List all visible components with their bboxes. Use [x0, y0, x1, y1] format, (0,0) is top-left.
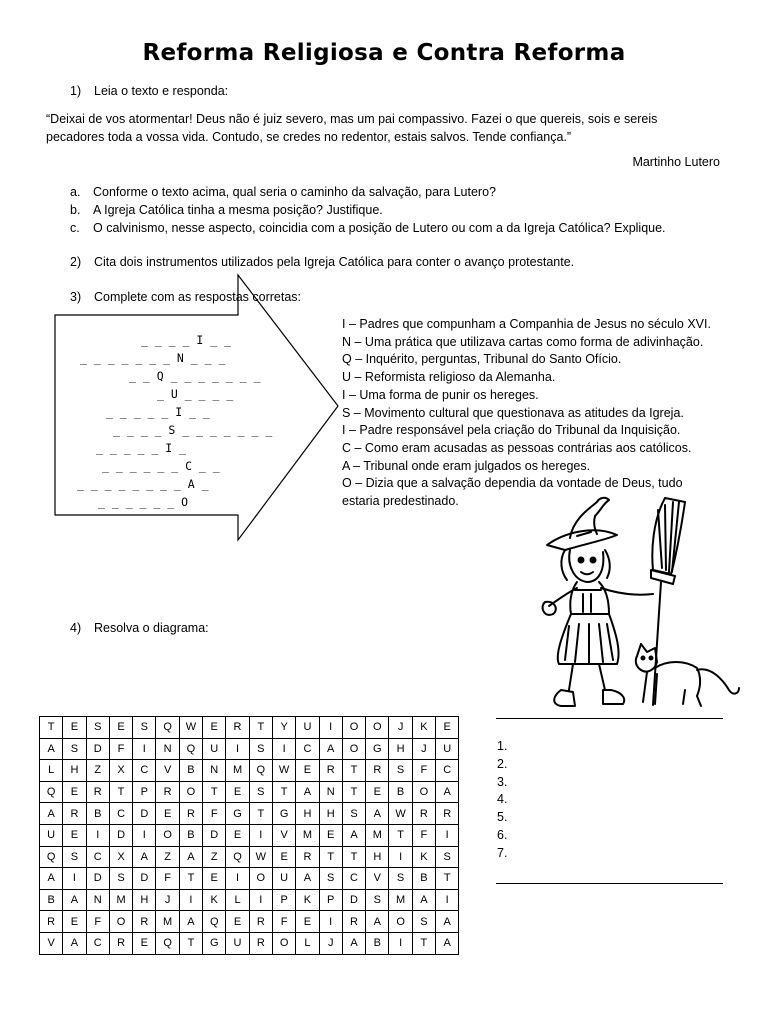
grid-cell: B [389, 781, 412, 803]
grid-cell: H [319, 803, 342, 825]
grid-row [40, 868, 459, 890]
grid-cell: A [436, 911, 459, 933]
grid-cell: O [109, 911, 132, 933]
grid-cell: T [179, 932, 202, 954]
grid-cell: R [342, 911, 365, 933]
grid-cell: S [436, 846, 459, 868]
answer-line: 6. [497, 827, 508, 842]
grid-cell: I [272, 738, 295, 760]
grid-cell: R [436, 803, 459, 825]
grid-cell: N [203, 760, 226, 782]
grid-cell: S [389, 760, 412, 782]
grid-cell: J [412, 738, 435, 760]
quote-line-1: “Deixai de vos atormentar! Deus não é juiz severo, mas um pai compassivo. Fazei o que quereis, sois e sereis [46, 112, 658, 126]
grid-cell: T [319, 846, 342, 868]
grid-cell: S [133, 717, 156, 739]
grid-cell: U [40, 824, 63, 846]
grid-cell: U [436, 738, 459, 760]
grid-cell: R [319, 760, 342, 782]
grid-cell: L [296, 932, 319, 954]
grid-cell: B [412, 868, 435, 890]
question-1-item-b: b. A Igreja Católica tinha a mesma posição? Justifique. [70, 203, 383, 217]
grid-cell: A [342, 824, 365, 846]
grid-cell: E [272, 846, 295, 868]
grid-cell: B [40, 889, 63, 911]
definition: estaria predestinado. [342, 494, 459, 509]
grid-cell: G [272, 803, 295, 825]
definition: C – Como eram acusadas as pessoas contrárias aos católicos. [342, 440, 692, 455]
question-1-item-c: c. O calvinismo, nesse aspecto, coincidia com a posição de Lutero ou com a da Igreja Católica? Explique. [70, 221, 666, 235]
grid-cell: O [389, 911, 412, 933]
grid-cell: T [40, 717, 63, 739]
grid-row [40, 717, 459, 739]
definition: Q – Inquérito, perguntas, Tribunal do Santo Ofício. [342, 352, 622, 367]
grid-cell: U [226, 932, 249, 954]
grid-cell: A [436, 932, 459, 954]
grid-cell: C [296, 738, 319, 760]
grid-cell: O [366, 717, 389, 739]
question-3-number: 3) [70, 290, 82, 304]
grid-cell: W [272, 760, 295, 782]
clue-5: _ _ _ _ _ I _ _ [106, 405, 210, 419]
grid-cell: F [156, 868, 179, 890]
grid-cell: Q [40, 781, 63, 803]
grid-cell: N [86, 889, 109, 911]
question-1-prompt: Leia o texto e responda: [94, 84, 229, 98]
grid-cell: R [249, 932, 272, 954]
grid-row [40, 738, 459, 760]
grid-cell: P [133, 781, 156, 803]
grid-cell: U [272, 868, 295, 890]
grid-row [40, 781, 459, 803]
grid-cell: D [86, 738, 109, 760]
grid-cell: H [63, 760, 86, 782]
grid-cell: I [389, 846, 412, 868]
grid-cell: E [156, 803, 179, 825]
grid-cell: Q [203, 911, 226, 933]
grid-cell: I [179, 889, 202, 911]
grid-cell: Z [156, 846, 179, 868]
grid-cell: R [179, 803, 202, 825]
grid-cell: I [249, 889, 272, 911]
grid-cell: N [319, 781, 342, 803]
grid-cell: V [40, 932, 63, 954]
grid-cell: T [342, 760, 365, 782]
grid-cell: S [389, 868, 412, 890]
grid-cell: Q [226, 846, 249, 868]
grid-cell: E [63, 824, 86, 846]
grid-cell: A [319, 738, 342, 760]
grid-cell: C [109, 803, 132, 825]
clue-1: _ _ _ _ I _ _ [141, 333, 232, 347]
definition: N – Uma prática que utilizava cartas como forma de adivinhação. [342, 334, 704, 349]
clue-7: _ _ _ _ _ I _ [96, 441, 187, 455]
grid-cell: E [203, 868, 226, 890]
grid-cell: V [272, 824, 295, 846]
grid-cell: E [203, 717, 226, 739]
grid-cell: G [203, 932, 226, 954]
grid-cell: S [366, 889, 389, 911]
grid-cell: T [272, 781, 295, 803]
grid-cell: I [389, 932, 412, 954]
grid-cell: S [109, 868, 132, 890]
question-2-number: 2) [70, 255, 82, 269]
grid-cell: H [389, 738, 412, 760]
grid-cell: G [226, 803, 249, 825]
grid-cell: B [179, 760, 202, 782]
grid-cell: V [366, 868, 389, 890]
page-title: Reforma Religiosa e Contra Reforma [142, 40, 626, 66]
answer-line: 5. [497, 810, 508, 825]
grid-cell: J [156, 889, 179, 911]
quote-line-2: pecadores toda a vossa vida. Contudo, se credes no redentor, estais salvos. Tende confiança.” [46, 130, 572, 144]
grid-cell: M [389, 889, 412, 911]
definitions-list [342, 316, 711, 511]
grid-cell: L [226, 889, 249, 911]
grid-cell: I [133, 738, 156, 760]
grid-cell: G [366, 738, 389, 760]
grid-cell: F [412, 760, 435, 782]
grid-cell: R [63, 803, 86, 825]
grid-cell: M [296, 824, 319, 846]
grid-cell: S [319, 868, 342, 890]
witch-illustration [525, 490, 750, 720]
grid-cell: C [342, 868, 365, 890]
grid-cell: A [366, 803, 389, 825]
grid-cell: I [133, 824, 156, 846]
grid-cell: M [366, 824, 389, 846]
grid-cell: M [156, 911, 179, 933]
grid-cell: S [342, 803, 365, 825]
grid-cell: I [226, 738, 249, 760]
grid-cell: F [109, 738, 132, 760]
grid-cell: I [226, 868, 249, 890]
grid-row [40, 803, 459, 825]
grid-cell: D [109, 824, 132, 846]
definition: U – Reformista religioso da Alemanha. [342, 370, 556, 385]
grid-cell: A [40, 868, 63, 890]
grid-cell: T [249, 717, 272, 739]
grid-cell: I [436, 824, 459, 846]
grid-cell: R [226, 717, 249, 739]
grid-cell: A [366, 911, 389, 933]
grid-cell: F [272, 911, 295, 933]
grid-cell: K [203, 889, 226, 911]
grid-cell: D [133, 803, 156, 825]
question-1-item-a: a. Conforme o texto acima, qual seria o caminho da salvação, para Lutero? [70, 185, 497, 199]
grid-cell: T [342, 846, 365, 868]
grid-cell: R [40, 911, 63, 933]
grid-cell: O [179, 781, 202, 803]
grid-cell: O [412, 781, 435, 803]
quote-author: Martinho Lutero [632, 155, 720, 169]
grid-cell: R [86, 781, 109, 803]
grid-cell: T [203, 781, 226, 803]
answer-line: 1. [497, 739, 508, 753]
grid-cell: D [203, 824, 226, 846]
word-search-grid [39, 716, 459, 955]
grid-cell: Z [203, 846, 226, 868]
grid-cell: E [319, 824, 342, 846]
grid-cell: H [366, 846, 389, 868]
grid-cell: E [226, 911, 249, 933]
grid-cell: A [40, 803, 63, 825]
grid-row [40, 889, 459, 911]
grid-cell: A [63, 932, 86, 954]
grid-cell: W [389, 803, 412, 825]
grid-cell: A [412, 889, 435, 911]
grid-row [40, 932, 459, 954]
grid-cell: Q [156, 717, 179, 739]
grid-cell: H [296, 803, 319, 825]
definition: I – Padre responsável pela criação do Tribunal da Inquisição. [342, 423, 681, 438]
grid-cell: H [133, 889, 156, 911]
grid-cell: E [63, 781, 86, 803]
grid-cell: W [179, 717, 202, 739]
clue-3: _ _ Q _ _ _ _ _ _ _ [129, 369, 261, 383]
grid-cell: V [156, 760, 179, 782]
grid-cell: J [389, 717, 412, 739]
grid-cell: E [63, 911, 86, 933]
grid-cell: S [249, 738, 272, 760]
grid-cell: R [412, 803, 435, 825]
grid-cell: N [156, 738, 179, 760]
grid-cell: S [412, 911, 435, 933]
grid-cell: E [63, 717, 86, 739]
grid-cell: I [86, 824, 109, 846]
grid-cell: E [226, 824, 249, 846]
question-1-number: 1) [70, 84, 82, 98]
grid-cell: K [296, 889, 319, 911]
grid-cell: A [40, 738, 63, 760]
grid-cell: O [156, 824, 179, 846]
definition: O – Dizia que a salvação dependia da vontade de Deus, tudo [342, 476, 683, 491]
grid-cell: E [226, 781, 249, 803]
grid-cell: K [412, 846, 435, 868]
grid-cell: D [342, 889, 365, 911]
grid-cell: O [272, 932, 295, 954]
grid-cell: M [109, 889, 132, 911]
grid-cell: S [249, 781, 272, 803]
grid-cell: O [342, 738, 365, 760]
clue-4: _ U _ _ _ _ [157, 387, 234, 401]
grid-cell: P [319, 889, 342, 911]
grid-cell: E [133, 932, 156, 954]
grid-cell: B [86, 803, 109, 825]
grid-cell: B [366, 932, 389, 954]
grid-cell: Q [179, 738, 202, 760]
grid-cell: I [436, 889, 459, 911]
grid-cell: R [296, 846, 319, 868]
grid-cell: A [179, 911, 202, 933]
grid-cell: X [109, 846, 132, 868]
question-2-prompt: Cita dois instrumentos utilizados pela Igreja Católica para conter o avanço protestante. [94, 255, 575, 269]
grid-cell: T [389, 824, 412, 846]
grid-cell: T [179, 868, 202, 890]
grid-cell: S [86, 717, 109, 739]
grid-cell: P [272, 889, 295, 911]
grid-cell: T [249, 803, 272, 825]
clue-10: _ _ _ _ _ _ O [98, 495, 189, 509]
question-3-prompt: Complete com as respostas corretas: [94, 290, 302, 304]
definition: S – Movimento cultural que questionava as atitudes da Igreja. [342, 405, 684, 420]
grid-cell: T [109, 781, 132, 803]
question-4-number: 4) [70, 621, 82, 635]
grid-cell: R [133, 911, 156, 933]
clue-2: _ _ _ _ _ _ _ N _ _ _ [80, 351, 226, 365]
grid-cell: X [109, 760, 132, 782]
grid-cell: Z [86, 760, 109, 782]
grid-cell: M [226, 760, 249, 782]
grid-cell: Y [272, 717, 295, 739]
answer-line: 3. [497, 774, 508, 789]
grid-cell: T [342, 781, 365, 803]
grid-cell: T [436, 868, 459, 890]
grid-cell: W [249, 846, 272, 868]
answer-top-rule [496, 718, 723, 719]
clue-9: _ _ _ _ _ _ _ _ A _ [77, 477, 209, 491]
grid-cell: J [319, 932, 342, 954]
grid-cell: A [63, 889, 86, 911]
grid-row [40, 760, 459, 782]
grid-cell: E [296, 911, 319, 933]
clue-8: _ _ _ _ _ _ C _ _ [102, 459, 220, 473]
grid-cell: Q [40, 846, 63, 868]
grid-cell: R [109, 932, 132, 954]
answer-line: 4. [497, 792, 508, 807]
grid-cell: F [203, 803, 226, 825]
grid-cell: S [63, 738, 86, 760]
grid-cell: D [86, 868, 109, 890]
grid-cell: F [86, 911, 109, 933]
grid-cell: C [86, 846, 109, 868]
grid-cell: O [249, 868, 272, 890]
grid-cell: R [249, 911, 272, 933]
grid-cell: O [342, 717, 365, 739]
grid-cell: E [436, 717, 459, 739]
grid-cell: I [319, 717, 342, 739]
grid-cell: A [296, 868, 319, 890]
answer-line: 7. [497, 845, 508, 860]
grid-cell: U [296, 717, 319, 739]
question-4-prompt: Resolva o diagrama: [94, 621, 209, 635]
grid-cell: I [63, 868, 86, 890]
grid-cell: E [296, 760, 319, 782]
answer-bottom-rule [496, 883, 723, 884]
grid-cell: R [366, 760, 389, 782]
grid-cell: E [366, 781, 389, 803]
grid-row [40, 846, 459, 868]
grid-cell: C [436, 760, 459, 782]
grid-row [40, 911, 459, 933]
grid-cell: R [156, 781, 179, 803]
grid-cell: A [179, 846, 202, 868]
grid-cell: S [63, 846, 86, 868]
grid-cell: A [296, 781, 319, 803]
grid-row [40, 824, 459, 846]
clue-6: _ _ _ _ S _ _ _ _ _ _ _ [113, 423, 273, 437]
grid-cell: Q [249, 760, 272, 782]
grid-cell: K [412, 717, 435, 739]
grid-cell: U [203, 738, 226, 760]
grid-cell: C [133, 760, 156, 782]
grid-cell: D [133, 868, 156, 890]
answer-list [497, 738, 507, 863]
grid-cell: A [342, 932, 365, 954]
grid-cell: B [179, 824, 202, 846]
answer-line: 2. [497, 756, 508, 771]
definition: I – Padres que compunham a Companhia de Jesus no século XVI. [342, 317, 711, 331]
grid-cell: A [133, 846, 156, 868]
definition: I – Uma forma de punir os hereges. [342, 387, 539, 402]
grid-cell: A [436, 781, 459, 803]
question-4-heading [70, 621, 209, 635]
grid-cell: I [319, 911, 342, 933]
grid-cell: I [249, 824, 272, 846]
grid-cell: Q [156, 932, 179, 954]
grid-cell: E [109, 717, 132, 739]
grid-cell: L [40, 760, 63, 782]
grid-cell: C [86, 932, 109, 954]
definition: A – Tribunal onde eram julgados os hereges. [342, 458, 591, 473]
grid-cell: T [412, 932, 435, 954]
grid-cell: F [412, 824, 435, 846]
